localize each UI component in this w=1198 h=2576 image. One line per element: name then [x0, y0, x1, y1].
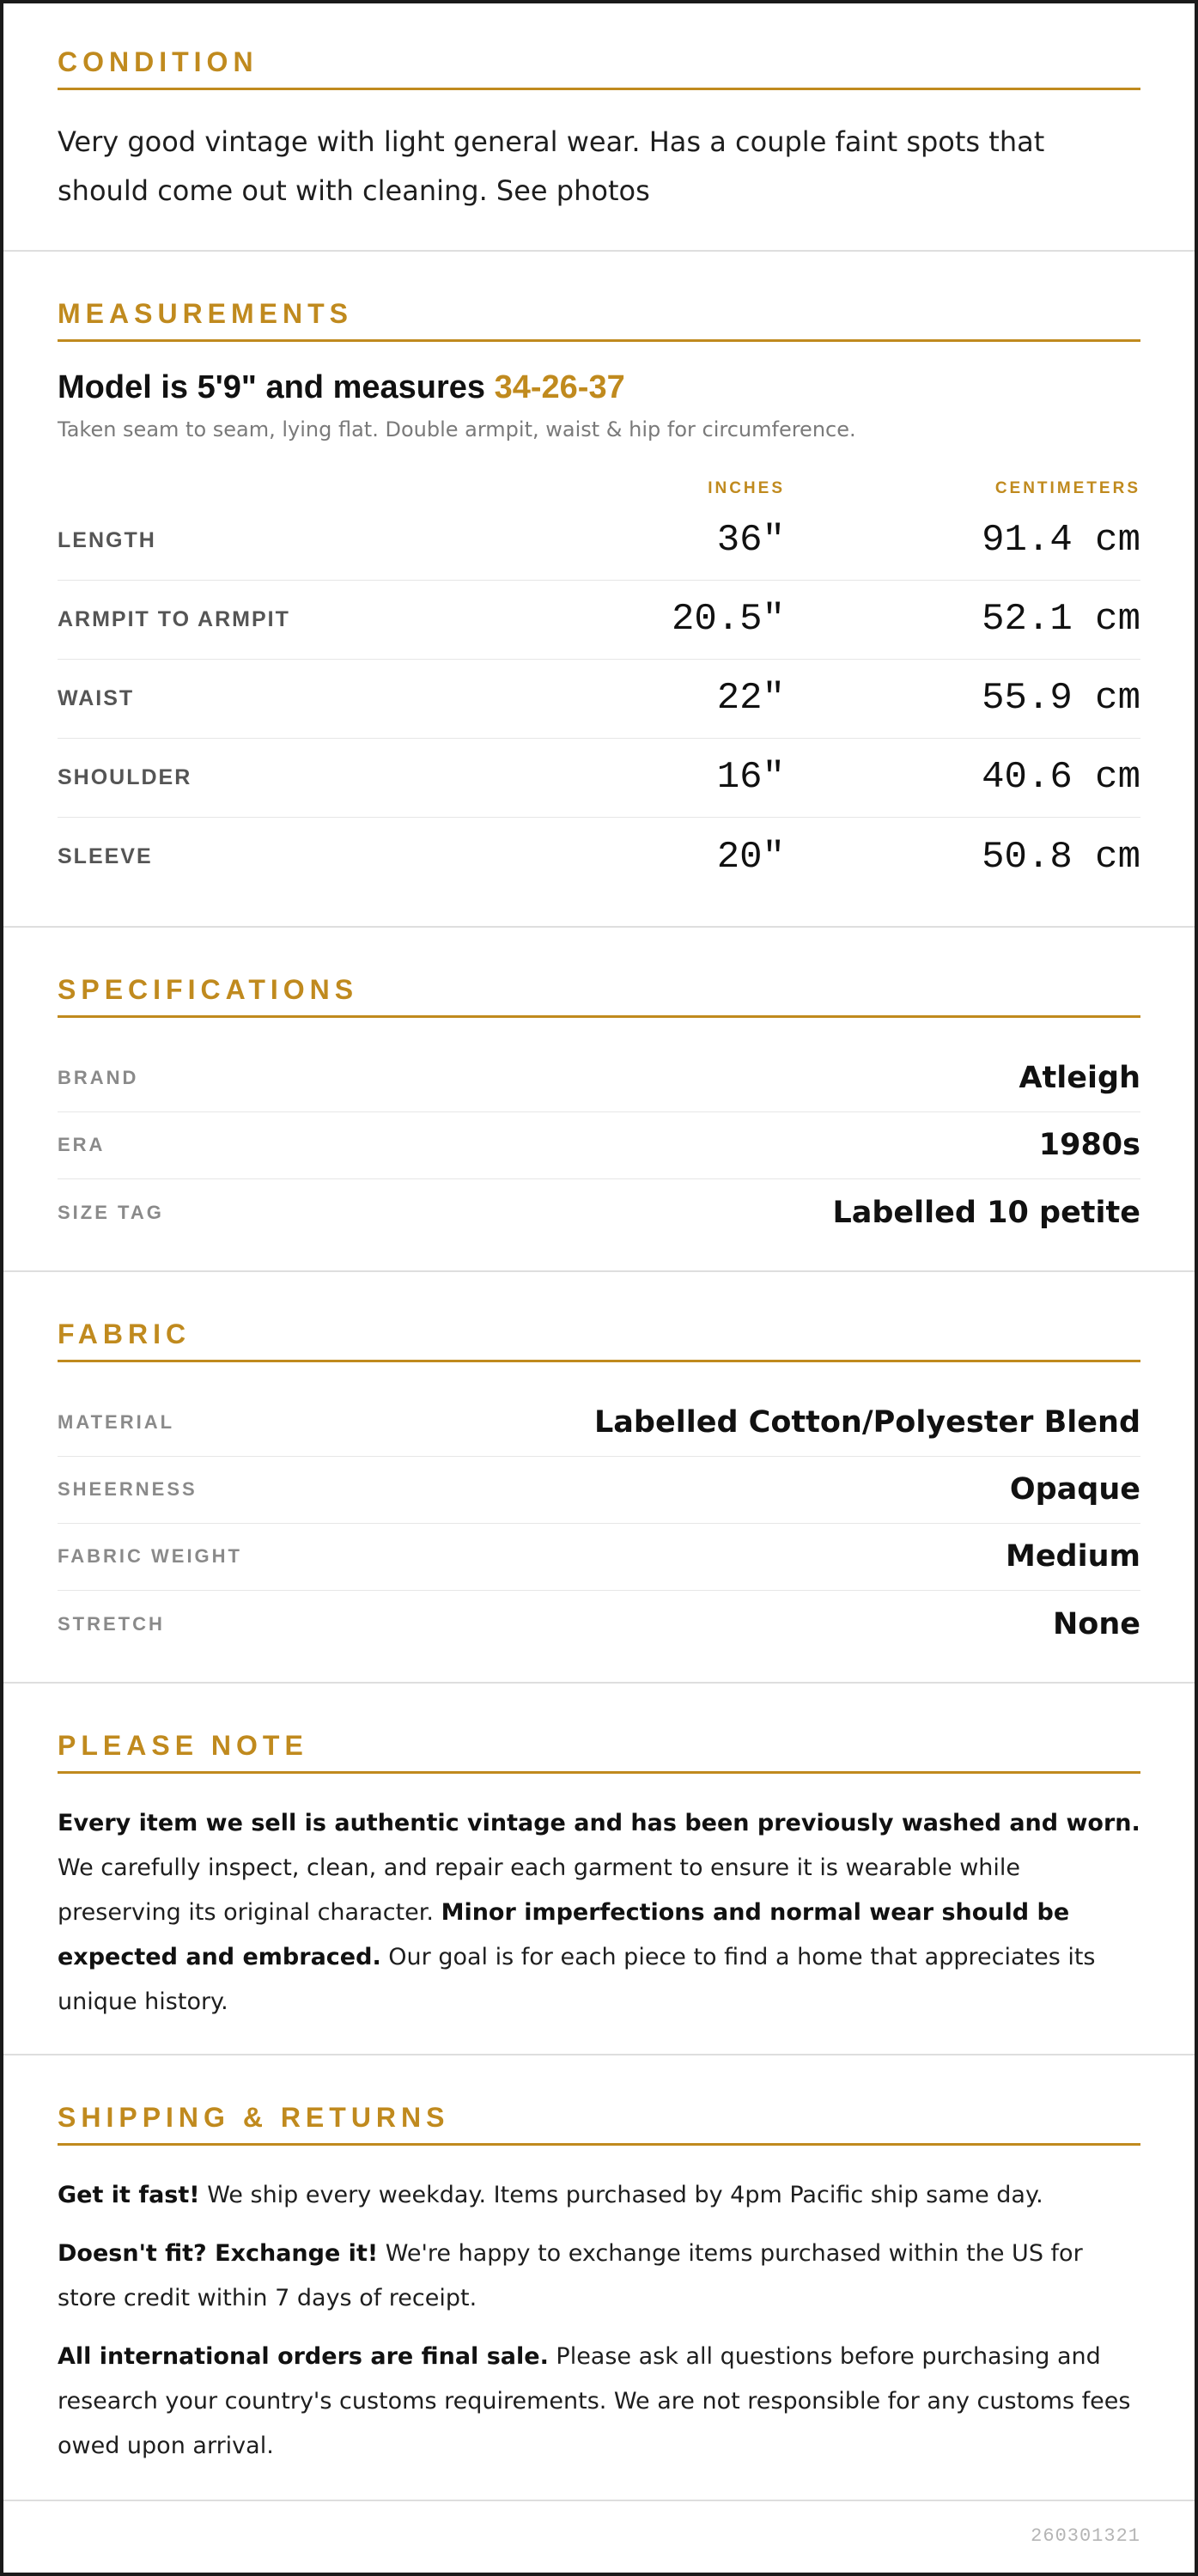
spec-key: BRAND [58, 1067, 139, 1089]
measurement-label: LENGTH [58, 527, 156, 552]
measurement-label: WAIST [58, 685, 135, 710]
please-note-text [58, 1801, 1140, 2025]
fabric-value: Medium [1005, 1539, 1140, 1574]
measurement-row [58, 502, 1140, 581]
spec-key: SIZE TAG [58, 1201, 164, 1223]
fabric-key: FABRIC WEIGHT [58, 1545, 242, 1568]
measurements-section [3, 252, 1195, 928]
measurement-row [58, 818, 1140, 897]
measurement-row [58, 739, 1140, 818]
measurement-label: SHOULDER [58, 764, 192, 789]
specifications-section [3, 928, 1195, 1272]
specifications-heading: SPECIFICATIONS [58, 976, 1140, 1018]
model-measurements-label: Model is 5'9" and measures [58, 369, 495, 405]
column-header-centimeters: CENTIMETERS [994, 478, 1140, 497]
measurement-label: SLEEVE [58, 844, 153, 869]
measurement-label: ARMPIT TO ARMPIT [58, 606, 290, 631]
spec-value: Labelled 10 petite [832, 1195, 1140, 1230]
measurement-row [58, 581, 1140, 660]
measurement-inches: 16" [716, 756, 785, 800]
specifications-list [58, 1045, 1140, 1246]
measurement-inches: 20" [716, 835, 785, 879]
shipping-text-3: Please ask all questions before purchasing and research your country's customs requirements. We are not responsible for any customs fees owed upon arrival. [58, 2342, 1131, 2459]
measurement-centimeters: 40.6 cm [982, 756, 1140, 800]
measurement-inches: 36" [716, 519, 785, 563]
shipping-returns-heading: SHIPPING & RETURNS [58, 2104, 1140, 2146]
fabric-row [58, 1591, 1140, 1658]
spec-key: ERA [58, 1134, 106, 1156]
measurement-row [58, 660, 1140, 739]
fabric-key: STRETCH [58, 1612, 165, 1635]
shipping-text-1: We ship every weekday. Items purchased by 4pm Pacific ship same day. [199, 2181, 1043, 2208]
measurement-centimeters: 50.8 cm [982, 835, 1140, 879]
spec-row [58, 1045, 1140, 1112]
footer [3, 2501, 1195, 2572]
shipping-bold-3: All international orders are final sale. [58, 2342, 549, 2370]
column-header-inches: INCHES [708, 478, 785, 497]
measurement-centimeters: 52.1 cm [982, 598, 1140, 642]
please-note-bold-2: Minor imperfections and normal wear should be expected and embraced. [58, 1898, 1070, 1970]
condition-text: Very good vintage with light general wear. Has a couple faint spots that should come out with cleaning. See photos [58, 125, 1045, 207]
shipping-returns-section [3, 2055, 1195, 2501]
measurement-centimeters: 55.9 cm [982, 677, 1140, 721]
fabric-section [3, 1272, 1195, 1684]
fabric-value: Opaque [1009, 1472, 1140, 1507]
please-note-text-2: Our goal is for each piece to find a home that appreciates its unique history. [58, 1943, 1096, 2015]
fabric-list [58, 1390, 1140, 1658]
shipping-paragraph-3 [58, 2335, 1140, 2469]
measurements-note: Taken seam to seam, lying flat. Double armpit, waist & hip for circumference. [58, 417, 856, 442]
shipping-text-2: We're happy to exchange items purchased within the US for store credit within 7 days of receipt. [58, 2239, 1083, 2311]
item-code: 260301321 [1031, 2525, 1140, 2548]
measurements-table-header [58, 476, 1140, 502]
shipping-paragraph-2 [58, 2232, 1140, 2321]
please-note-text-1: We carefully inspect, clean, and repair each garment to ensure it is wearable while preserving its original character. [58, 1854, 1021, 1926]
please-note-heading: PLEASE NOTE [58, 1732, 1140, 1774]
shipping-bold-1: Get it fast! [58, 2181, 200, 2208]
please-note-section [3, 1684, 1195, 2055]
shipping-paragraph-1 [58, 2173, 1140, 2218]
fabric-row [58, 1524, 1140, 1591]
measurement-inches: 20.5" [671, 598, 785, 642]
measurements-heading: MEASUREMENTS [58, 300, 1140, 342]
fabric-key: SHEERNESS [58, 1478, 198, 1501]
condition-section [3, 3, 1195, 252]
fabric-value: Labelled Cotton/Polyester Blend [594, 1405, 1140, 1440]
spec-value: Atleigh [1019, 1061, 1140, 1096]
fabric-key: MATERIAL [58, 1411, 175, 1434]
spec-row [58, 1112, 1140, 1179]
spec-row [58, 1179, 1140, 1246]
fabric-value: None [1053, 1606, 1140, 1641]
model-measurements [58, 369, 1140, 407]
model-measurements-value: 34-26-37 [494, 369, 625, 405]
spec-value: 1980s [1038, 1128, 1140, 1163]
shipping-bold-2: Doesn't fit? Exchange it! [58, 2239, 379, 2267]
fabric-row [58, 1457, 1140, 1524]
measurements-table [58, 502, 1140, 897]
please-note-bold-1: Every item we sell is authentic vintage and has been previously washed and worn. [58, 1809, 1140, 1836]
fabric-heading: FABRIC [58, 1320, 1140, 1362]
fabric-row [58, 1390, 1140, 1457]
measurement-centimeters: 91.4 cm [982, 519, 1140, 563]
condition-heading: CONDITION [58, 48, 1140, 90]
measurement-inches: 22" [716, 677, 785, 721]
